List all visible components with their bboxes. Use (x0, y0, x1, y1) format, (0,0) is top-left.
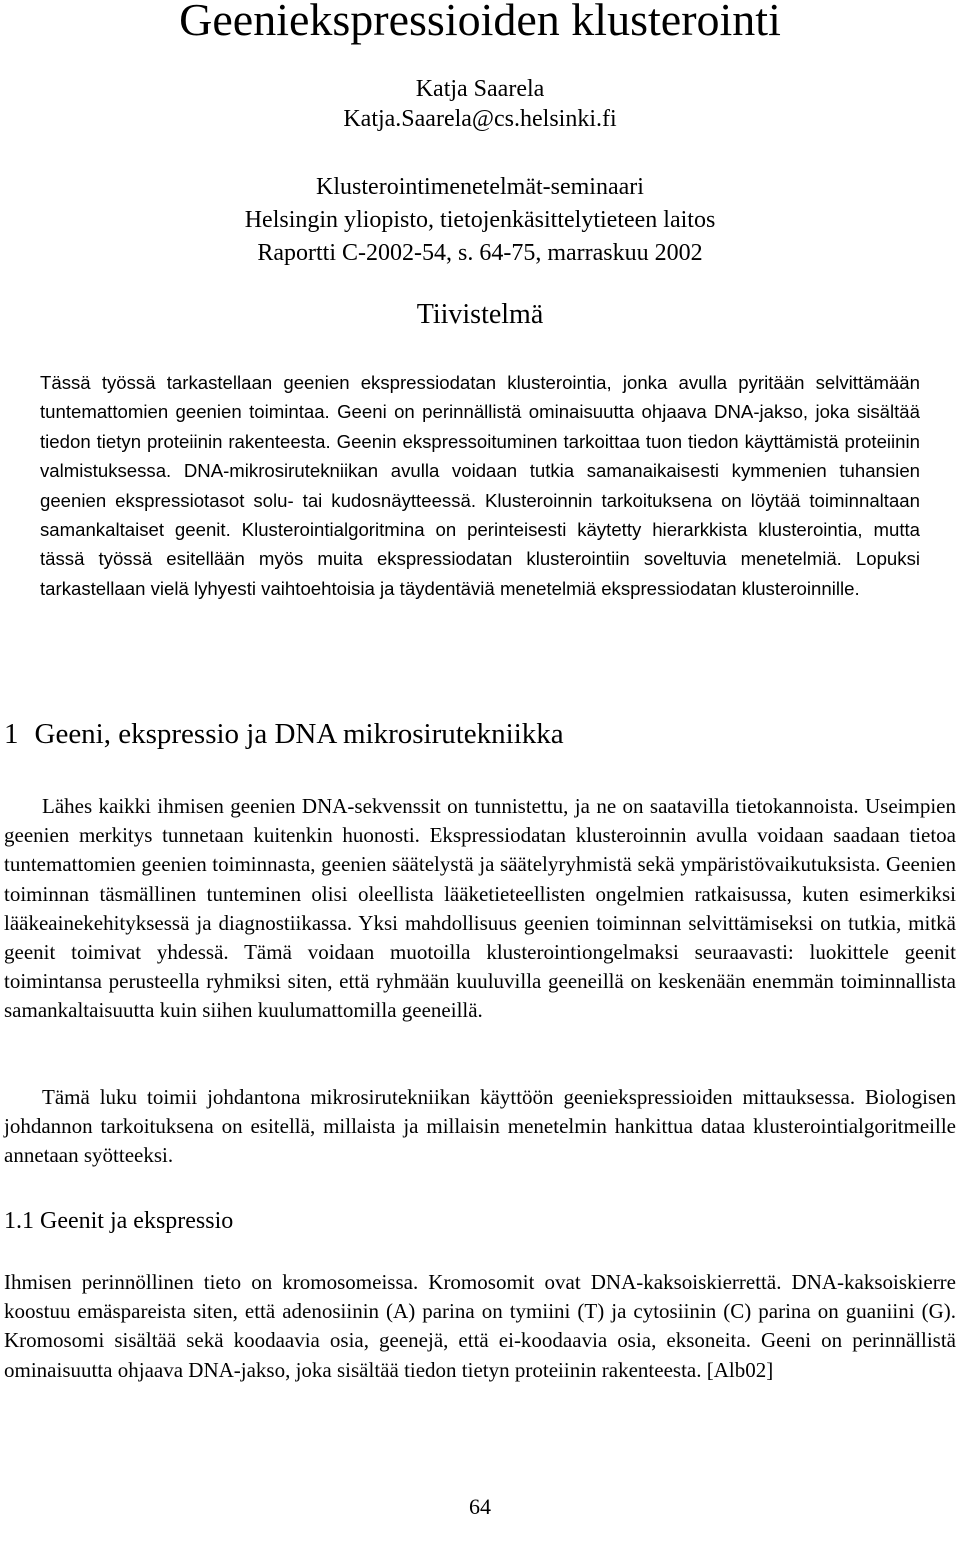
report-info: Raportti C-2002-54, s. 64-75, marraskuu 2002 (257, 240, 703, 266)
subsection-number: 1.1 (4, 1208, 34, 1234)
section-heading (4, 716, 564, 752)
abstract-heading: Tiivistelmä (416, 299, 544, 330)
section-number: 1 (4, 718, 19, 750)
document-title: Geeniekspressioiden klusterointi (179, 0, 781, 45)
page-number: 64 (469, 1494, 491, 1519)
seminar-name: Klusterointimenetelmät-seminaari (316, 174, 644, 200)
institution-name: Helsingin yliopisto, tietojenkäsittelytieteen laitos (244, 207, 716, 233)
author-email: Katja.Saarela@cs.helsinki.fi (343, 106, 617, 132)
body-paragraph: Lähes kaikki ihmisen geenien DNA-sekvenssit on tunnistettu, ja ne on saatavilla tietokannoista. Useimpien geenien merkitys tunnetaan kuitenkin huonosti. Ekspressiodatan klusteroinnin avulla voidaan saadaan tietoa tuntemattomien geenien toiminnasta, geenien säätelystä ja säätelyryhmistä sekä ympäristövaikutuksista. Geenien toiminnan täsmällinen tunteminen olisi oleellista lääketieteellisten ongelmien ratkaisussa, kuten esimerkiksi lääkeainekehityksessä ja diagnostiikassa. Yksi mahdollisuus geenien toiminnan selvittämiseksi on tutkia, mitkä geenit toimivat yhdessä. Tämä voidaan muotoilla klusterointiongelmaksi seuraavasti: luokittele geenit toimintansa perusteella ryhmiksi siten, että ryhmään kuuluvilla geeneillä on keskenään enemmän toiminnallista samankaltaisuutta kuin siihen kuulumattomilla geeneillä. (4, 794, 956, 1023)
subsection-title: Geenit ja ekspressio (40, 1208, 234, 1234)
author-name: Katja Saarela (415, 76, 545, 102)
body-paragraph: Ihmisen perinnöllinen tieto on kromosomeissa. Kromosomit ovat DNA-kaksoiskierrettä. DNA-kaksoiskierre koostuu emäspareista siten, että adenosiinin (A) parina on tymiini (T) ja cytosiinin (C) parina on guaniini (G). Kromosomi sisältää sekä koodaavia osia, geenejä, että ei-koodaavia osia, eksoneita. Geeni on perinnällistä ominaisuutta ohjaava DNA-jakso, joka sisältää tiedon tietyn proteiinin rakenteesta. [Alb02] (4, 1270, 956, 1382)
body-paragraph: Tämä luku toimii johdantona mikrosirutekniikan käyttöön geeniekspressioiden mittauksessa. Biologisen johdannon tarkoituksena on esitellä, millaista ja millaisin menetelmin hankittua dataa klusterointialgoritmeille annetaan syötteeksi. (4, 1085, 956, 1168)
section-title: Geeni, ekspressio ja DNA mikrosirutekniikka (34, 718, 564, 750)
subsection-heading (4, 1205, 233, 1237)
abstract-text: Tässä työssä tarkastellaan geenien ekspressiodatan klusterointia, jonka avulla pyritään selvittämään tuntemattomien geenien toimintaa. Geeni on perinnällistä ominaisuutta ohjaava DNA-jakso, joka sisältää tiedon tietyn proteiinin rakenteesta. Geenin ekspressoituminen tarkoittaa tuon tiedon käyttämistä proteiinin valmistuksessa. DNA-mikrosirutekniikan avulla voidaan tutkia samanaikaisesti kymmenien tuhansien geenien ekspressiotasot solu- tai kudosnäytteessä. Klusteroinnin tarkoituksena on löytää toiminnaltaan samankaltaiset geenit. Klusterointialgoritmina on perinteisesti käytetty hierarkkista klusterointia, mutta tässä työssä esitellään myös muita ekspressiodatan klusterointiin soveltuvia menetelmiä. Lopuksi tarkastellaan vielä lyhyesti vaihtoehtoisia ja täydentäviä menetelmiä ekspressiodatan klusteroinnille. (40, 372, 920, 599)
